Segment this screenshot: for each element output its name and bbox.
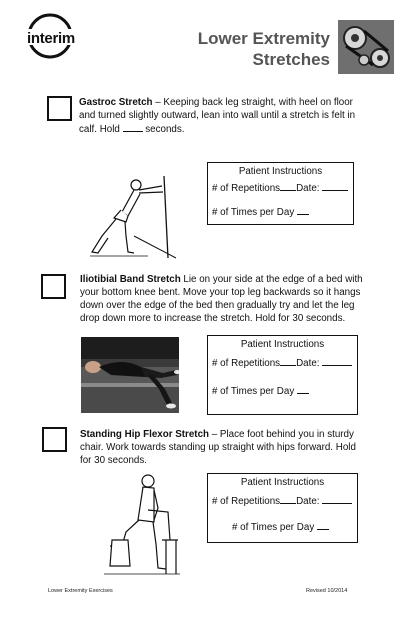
times-per-day-input[interactable]: [297, 205, 309, 215]
exercise-2-name: Iliotibial Band Stretch: [80, 274, 181, 285]
repetitions-date-row: # of Repetitions Date:: [212, 356, 357, 369]
hip-flexor-stretch-figure: [104, 470, 180, 582]
repetitions-input[interactable]: [280, 494, 296, 504]
logo-text: interim: [27, 30, 75, 47]
exercise-1-name: Gastroc Stretch: [79, 97, 153, 108]
title-line-1: Lower Extremity: [197, 29, 330, 48]
instructions-title: Patient Instructions: [238, 166, 323, 177]
pulley-icon: [338, 20, 394, 74]
page-title: [198, 28, 330, 70]
exercise-3-name: Standing Hip Flexor Stretch: [80, 429, 210, 440]
exercise-3-checkbox[interactable]: [42, 427, 67, 452]
exercise-2-description: Iliotibial Band Stretch Lie on your side at the edge of a bed with your bottom knee bent. Move your top leg backwards so it hangs down over the edge of the bed then gradually try and let the leg drop down more to increase the stretch. Hold for 30 seconds.: [80, 274, 363, 324]
gastroc-stretch-figure: [88, 176, 184, 260]
times-per-day-input[interactable]: [297, 384, 309, 394]
exercise-3-description: Standing Hip Flexor Stretch – Place foot behind you in sturdy chair. Work towards standing up straight with hips forward. Hold for 30 seconds.: [80, 429, 356, 466]
patient-instructions-box-1: [207, 162, 354, 225]
instructions-title: Patient Instructions: [240, 339, 325, 350]
times-per-day-row: # of Times per Day: [212, 205, 353, 218]
date-input[interactable]: [322, 494, 352, 504]
times-per-day-input[interactable]: [317, 520, 329, 530]
footer-left: Lower Extremity Exercises: [48, 588, 113, 594]
interim-logo: [26, 12, 84, 60]
times-per-day-row: # of Times per Day: [212, 384, 357, 397]
exercise-1-description: Gastroc Stretch – Keeping back leg straight, with heel on floor and turned slightly outward, lean into wall until a stretch is felt in calf. Hold seconds.: [79, 97, 356, 135]
repetitions-date-row: # of Repetitions Date:: [212, 181, 353, 194]
exercise-1-checkbox[interactable]: [47, 96, 72, 121]
date-input[interactable]: [322, 356, 352, 366]
repetitions-input[interactable]: [280, 181, 296, 191]
hold-seconds-blank[interactable]: [123, 122, 143, 132]
title-line-2: Stretches: [252, 50, 330, 69]
exercise-2-checkbox[interactable]: [41, 274, 66, 299]
patient-instructions-box-3: [207, 473, 358, 543]
patient-instructions-box-2: [207, 335, 358, 415]
repetitions-date-row: # of Repetitions Date:: [212, 494, 357, 507]
instructions-title: Patient Instructions: [240, 477, 325, 488]
times-per-day-row: # of Times per Day: [232, 520, 357, 533]
repetitions-input[interactable]: [280, 356, 296, 366]
date-input[interactable]: [322, 181, 348, 191]
footer-right: Revised 10/2014: [306, 588, 348, 594]
iliotibial-band-stretch-photo: [81, 337, 179, 413]
